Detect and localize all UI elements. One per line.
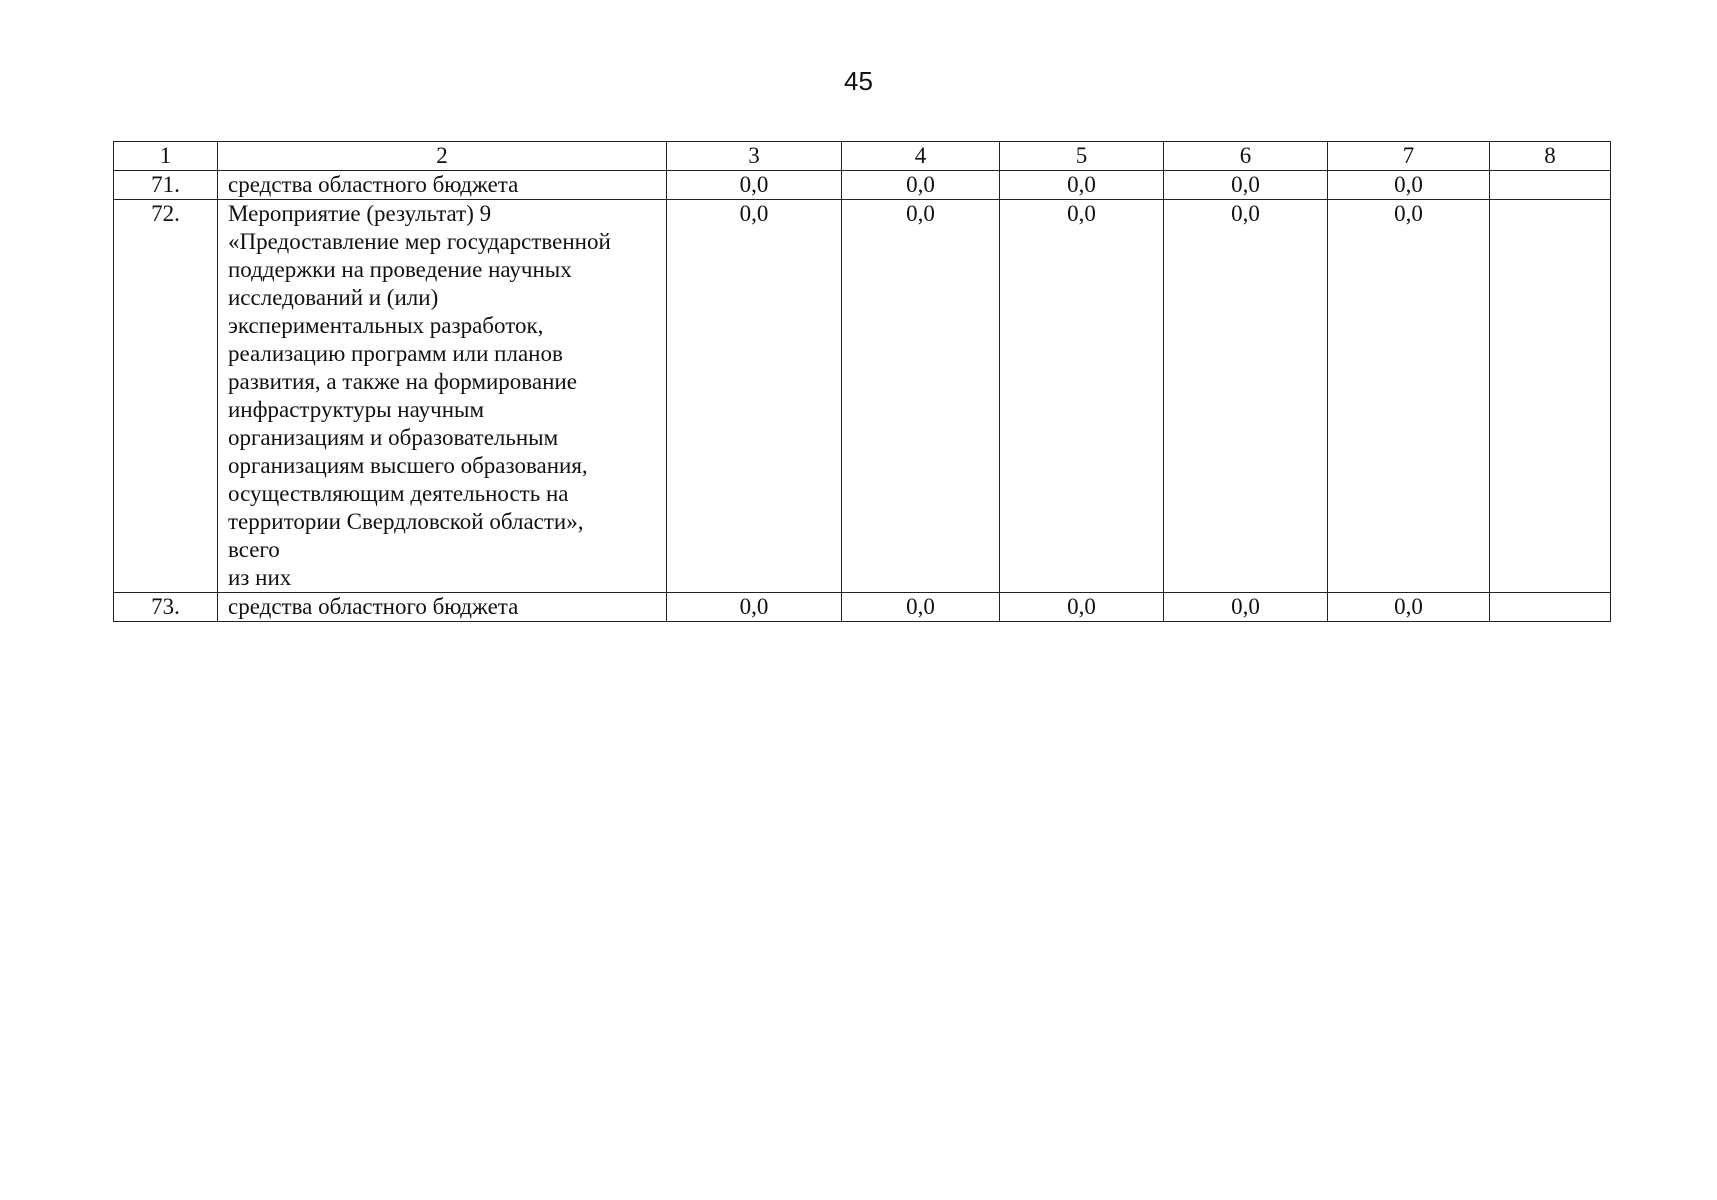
page-number: 45 — [844, 66, 873, 96]
table-row — [114, 593, 1611, 622]
row-value-col8 — [1490, 171, 1611, 200]
description-line: инфраструктуры научным — [228, 397, 485, 422]
row-value-col7: 0,0 — [1328, 200, 1490, 593]
description-line: территории Свердловской области», — [228, 509, 584, 534]
column-header-3: 3 — [667, 142, 842, 171]
row-value-col5: 0,0 — [1000, 593, 1164, 622]
description-line: исследований и (или) — [228, 285, 439, 310]
table-header-row — [114, 142, 1611, 171]
row-value-col6: 0,0 — [1164, 593, 1328, 622]
column-header-8: 8 — [1490, 142, 1611, 171]
column-header-1: 1 — [114, 142, 218, 171]
row-description — [218, 171, 667, 200]
description-line: средства областного бюджета — [228, 594, 519, 619]
row-value-col4: 0,0 — [842, 171, 1000, 200]
row-value-col5: 0,0 — [1000, 171, 1164, 200]
description-line: организациям высшего образования, — [228, 453, 588, 478]
budget-table — [113, 141, 1611, 622]
column-header-4: 4 — [842, 142, 1000, 171]
description-line: средства областного бюджета — [228, 172, 519, 197]
column-header-6: 6 — [1164, 142, 1328, 171]
row-value-col3: 0,0 — [667, 200, 842, 593]
column-header-5: 5 — [1000, 142, 1164, 171]
row-value-col3: 0,0 — [667, 171, 842, 200]
row-description — [218, 200, 667, 593]
description-line: Мероприятие (результат) 9 — [228, 201, 492, 226]
row-number: 73. — [114, 593, 218, 622]
row-value-col8 — [1490, 593, 1611, 622]
description-line: «Предоставление мер государственной — [228, 229, 611, 254]
row-value-col6: 0,0 — [1164, 200, 1328, 593]
row-value-col5: 0,0 — [1000, 200, 1164, 593]
description-line: реализацию программ или планов — [228, 341, 563, 366]
column-header-7: 7 — [1328, 142, 1490, 171]
row-value-col8 — [1490, 200, 1611, 593]
description-line: развития, а также на формирование — [228, 369, 577, 394]
table-row — [114, 171, 1611, 200]
table-row — [114, 200, 1611, 593]
row-value-col4: 0,0 — [842, 593, 1000, 622]
row-number: 72. — [114, 200, 218, 593]
row-value-col6: 0,0 — [1164, 171, 1328, 200]
description-line: экспериментальных разработок, — [228, 313, 544, 338]
row-value-col7: 0,0 — [1328, 593, 1490, 622]
row-value-col3: 0,0 — [667, 593, 842, 622]
description-line: поддержки на проведение научных — [228, 257, 572, 282]
description-line: организациям и образовательным — [228, 425, 559, 450]
row-value-col4: 0,0 — [842, 200, 1000, 593]
row-value-col7: 0,0 — [1328, 171, 1490, 200]
description-line: из них — [228, 565, 292, 590]
row-number: 71. — [114, 171, 218, 200]
column-header-2: 2 — [218, 142, 667, 171]
row-description — [218, 593, 667, 622]
description-line: осуществляющим деятельность на — [228, 481, 569, 506]
description-line: всего — [228, 537, 280, 562]
